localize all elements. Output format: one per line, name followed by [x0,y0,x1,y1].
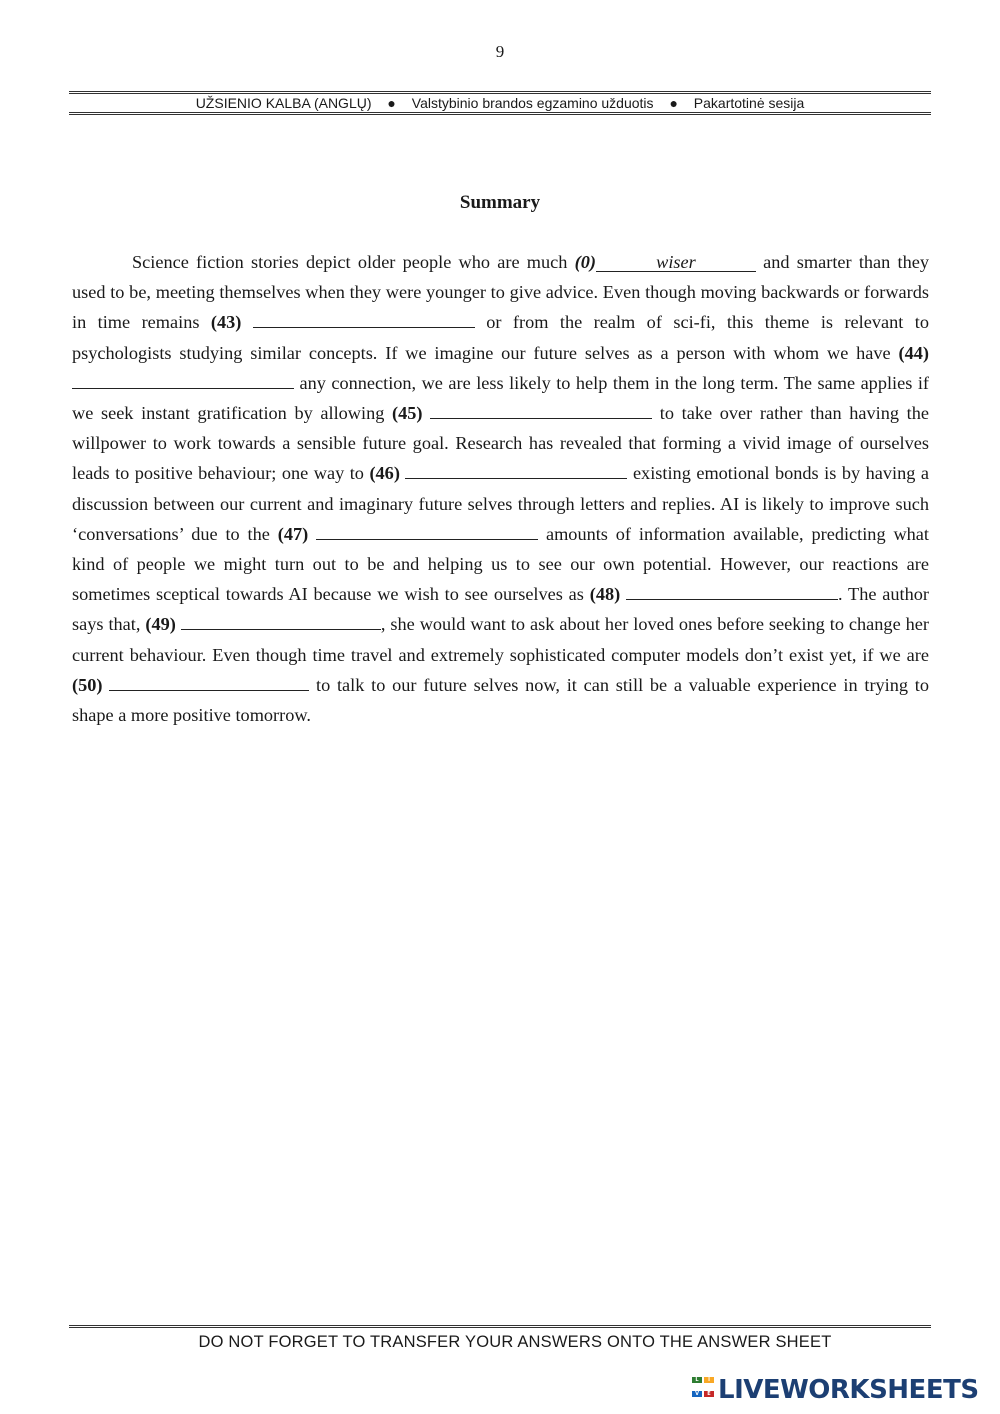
passage-text: amounts of information available, predicting what kind of people we might turn out to be and helping us to see our own potential. However, our reactions are sometimes sceptical towards AI because we wish to see ourselves as [72,523,929,605]
passage-text: or from the realm of sci-fi, this theme is relevant to psychologists studying similar concepts. If we imagine our future selves as a person with whom we have [72,312,929,363]
footer-reminder: DO NOT FORGET TO TRANSFER YOUR ANSWERS ONTO THE ANSWER SHEET [198,1333,832,1351]
gap-number-48: (48) [589,584,621,605]
passage-text: to take over rather than having the willpower to work towards a sensible future goal. Research has revealed that forming a vivid image of ourselves leads to positive behaviour; one way to [72,403,929,484]
gap-number-43: (43) [210,312,242,333]
header-bullet: ● [669,95,678,111]
header-bullet: ● [387,95,396,111]
gap-number-45: (45) [392,403,423,424]
liveworksheets-wordmark: LIVEWORKSHEETS [718,1375,979,1405]
summary-passage [72,247,929,730]
page-number: 9 [495,42,505,61]
answer-blank-49[interactable] [181,614,381,630]
gap-number-50: (50) [72,674,103,695]
gap-number-example: (0) [574,252,596,272]
header-subject: UŽSIENIO KALBA (ANGLŲ) [195,95,372,111]
passage-text: , she would want to ask about her loved ones before seeking to change her current behaviour. Even though time travel and extremely sophisticated computer models don’t exist yet, if we are [72,614,929,665]
passage-text: and smarter than they used to be, meeting themselves when they were younger to give advice. Even though moving backwards or forwards in time remains [72,252,929,333]
gap-number-47: (47) [277,523,309,544]
summary-title: Summary [459,192,541,213]
answer-blank-43[interactable] [253,312,475,328]
liveworksheets-logo-icon: L I V E [692,1377,714,1403]
exam-header [69,91,931,115]
answer-blank-48[interactable] [626,584,838,600]
answer-blank-47[interactable] [316,524,538,540]
passage-text: Science fiction stories depict older people who are much [132,252,575,272]
header-exam-type: Valstybinio brandos egzamino užduotis [411,95,654,111]
answer-blank-44[interactable] [72,373,294,389]
gap-number-46: (46) [369,463,400,484]
header-session: Pakartotinė sesija [693,95,805,111]
passage-text: any connection, we are less likely to help them in the long term. The same applies if we seek instant gratification by allowing [72,372,929,424]
gap-number-49: (49) [145,614,176,635]
gap-number-44: (44) [898,342,929,363]
example-answer: wiser [596,253,756,272]
footer-divider [69,1325,931,1328]
passage-text: to talk to our future selves now, it can still be a valuable experience in trying to shape a more positive tomorrow. [72,674,930,726]
passage-text: . The author says that, [72,584,929,635]
answer-blank-46[interactable] [405,463,627,479]
passage-text: existing emotional bonds is by having a discussion between our current and imaginary future selves through letters and replies. AI is likely to improve such ‘conversations’ due to the [72,463,929,544]
answer-blank-50[interactable] [109,675,309,691]
answer-blank-45[interactable] [430,403,652,419]
liveworksheets-watermark [692,1376,979,1404]
